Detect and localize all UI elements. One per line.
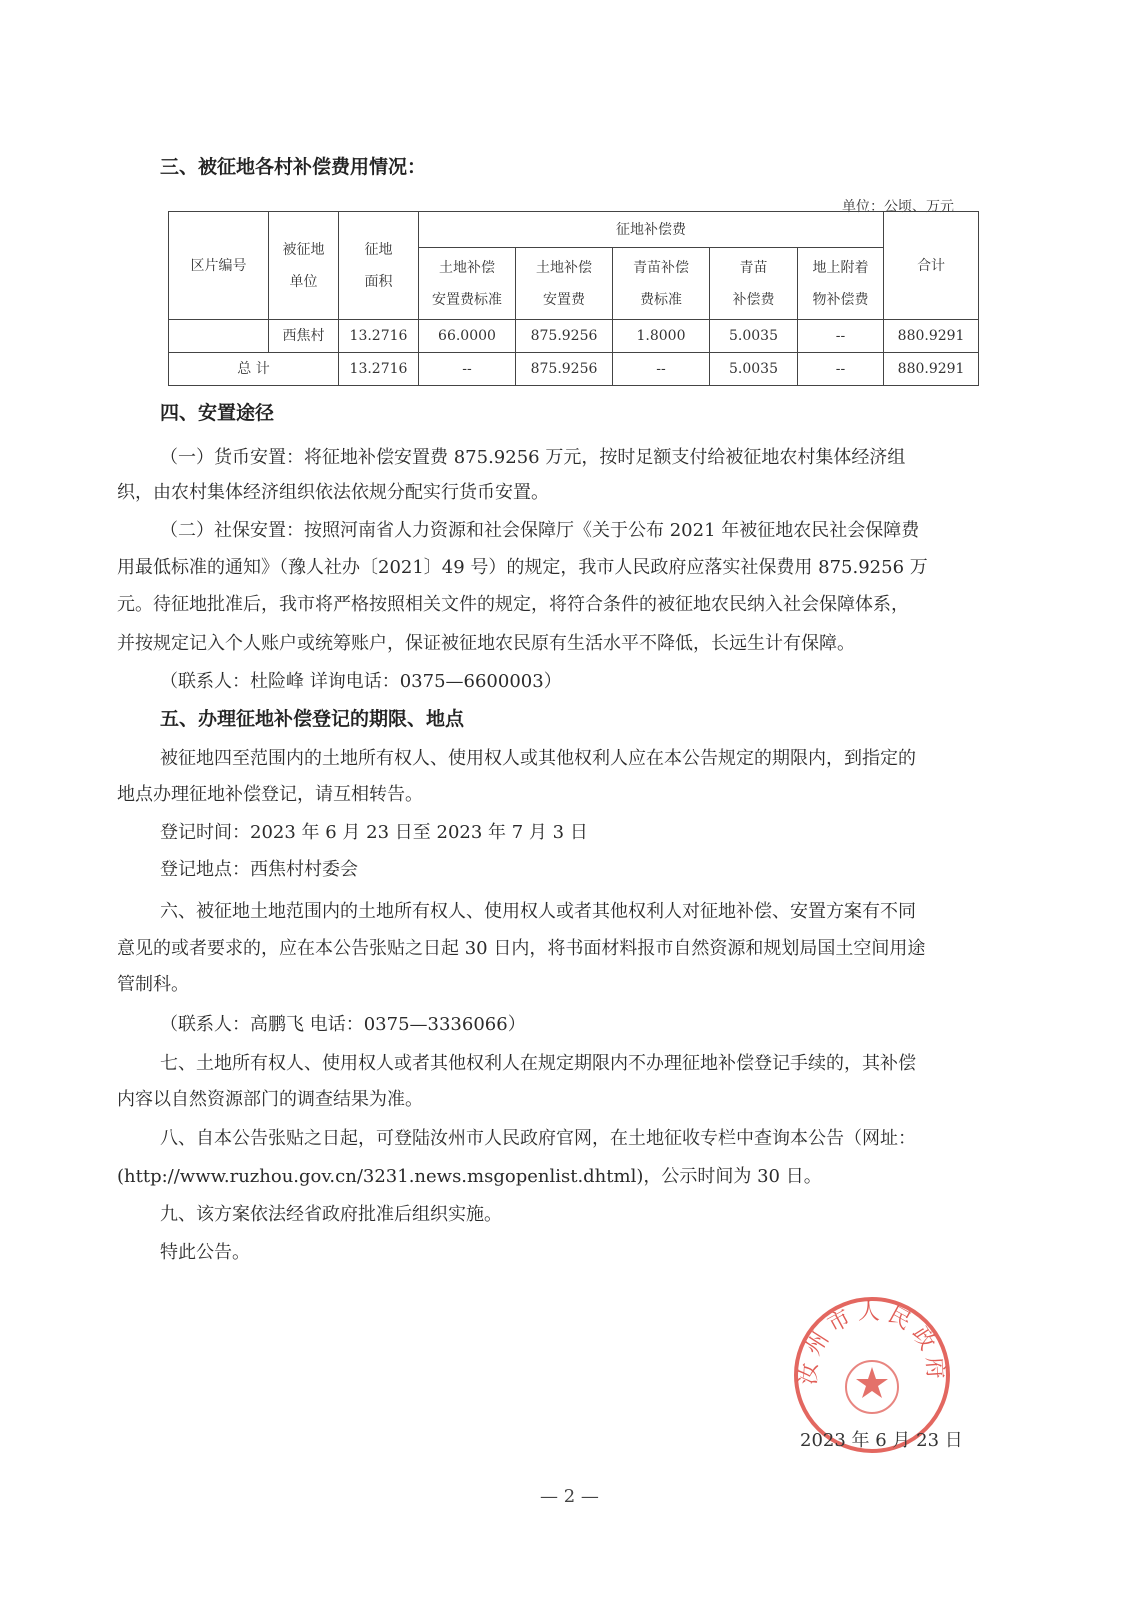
cell-zone xyxy=(169,320,269,353)
unit-note: 单位：公顷、万元 xyxy=(842,199,954,215)
table-row xyxy=(169,320,979,353)
registration-time: 登记时间：2023 年 6 月 23 日至 2023 年 7 月 3 日 xyxy=(160,822,588,843)
document-date: 2023 年 6 月 23 日 xyxy=(800,1430,963,1451)
cell-sum-c2: 875.9256 xyxy=(516,353,613,386)
section-6-contact: （联系人：高鹏飞 电话：0375—3336066） xyxy=(160,1014,526,1035)
cell-sum-c5: -- xyxy=(798,353,884,386)
section-6-line3: 管制科。 xyxy=(117,974,189,995)
section-4-p1-line1: （一）货币安置：将征地补偿安置费 875.9256 万元，按时足额支付给被征地农村集体经济组 xyxy=(160,447,906,468)
section-7-line2: 内容以自然资源部门的调查结果为准。 xyxy=(117,1089,423,1110)
section-7-line1: 七、土地所有权人、使用权人或者其他权利人在规定期限内不办理征地补偿登记手续的，其补偿 xyxy=(160,1053,916,1074)
header-c2: 土地补偿 安置费 xyxy=(516,248,613,320)
cell-area: 13.2716 xyxy=(339,320,419,353)
section-9-line1: 九、该方案依法经省政府批准后组织实施。 xyxy=(160,1204,502,1225)
cell-sum-c1: -- xyxy=(419,353,516,386)
table-total-row xyxy=(169,353,979,386)
page-number: — 2 — xyxy=(540,1486,599,1507)
section-6-line2: 意见的或者要求的，应在本公告张贴之日起 30 日内，将书面材料报市自然资源和规划局国土空间用途 xyxy=(117,938,926,959)
cell-total: 880.9291 xyxy=(884,320,979,353)
header-c1: 土地补偿 安置费标准 xyxy=(419,248,516,320)
cell-c1: 66.0000 xyxy=(419,320,516,353)
cell-sum-area: 13.2716 xyxy=(339,353,419,386)
section-4-p2-line4: 并按规定记入个人账户或统筹账户，保证被征地农民原有生活水平不降低，长远生计有保障。 xyxy=(117,633,855,654)
registration-place: 登记地点：西焦村村委会 xyxy=(160,859,358,880)
header-group: 征地补偿费 xyxy=(419,212,884,248)
section-4-p2-line2: 用最低标准的通知》（豫人社办〔2021〕49 号）的规定，我市人民政府应落实社保费用 875.9256 万 xyxy=(117,557,928,578)
section-4-title: 四、安置途径 xyxy=(160,402,275,424)
section-4-p1-line2: 织，由农村集体经济组织依法依规分配实行货币安置。 xyxy=(117,482,549,503)
section-6-line1: 六、被征地土地范围内的土地所有权人、使用权人或者其他权利人对征地补偿、安置方案有不同 xyxy=(160,901,916,922)
cell-c2: 875.9256 xyxy=(516,320,613,353)
header-zone: 区片编号 xyxy=(169,212,269,320)
closing-text: 特此公告。 xyxy=(160,1242,250,1263)
cell-c4: 5.0035 xyxy=(710,320,798,353)
cell-sum-c4: 5.0035 xyxy=(710,353,798,386)
section-8-line1: 八、自本公告张贴之日起，可登陆汝州市人民政府官网，在土地征收专栏中查询本公告（网址： xyxy=(160,1128,916,1149)
cell-sum-total: 880.9291 xyxy=(884,353,979,386)
header-c5: 地上附着 物补偿费 xyxy=(798,248,884,320)
section-8-line2: (http://www.ruzhou.gov.cn/3231.news.msgopenlist.dhtml)，公示时间为 30 日。 xyxy=(117,1166,822,1187)
section-5-line2: 地点办理征地补偿登记，请互相转告。 xyxy=(117,784,423,805)
cell-c5: -- xyxy=(798,320,884,353)
cell-c3: 1.8000 xyxy=(613,320,710,353)
header-unit: 被征地 单位 xyxy=(269,212,339,320)
section-5-title: 五、办理征地补偿登记的期限、地点 xyxy=(160,708,465,730)
header-area: 征地 面积 xyxy=(339,212,419,320)
header-c3: 青苗补偿 费标准 xyxy=(613,248,710,320)
section-3-title: 三、被征地各村补偿费用情况： xyxy=(160,156,427,178)
cell-sum-label: 总 计 xyxy=(169,353,339,386)
seal-text: 汝州市人民政府 xyxy=(796,1300,948,1386)
compensation-table xyxy=(168,211,979,386)
section-4-p2-line3: 元。待征地批准后，我市将严格按照相关文件的规定，将符合条件的被征地农民纳入社会保障体系， xyxy=(117,594,909,615)
cell-unit: 西焦村 xyxy=(269,320,339,353)
cell-sum-c3: -- xyxy=(613,353,710,386)
header-c4: 青苗 补偿费 xyxy=(710,248,798,320)
section-5-line1: 被征地四至范围内的土地所有权人、使用权人或其他权利人应在本公告规定的期限内，到指定的 xyxy=(160,748,916,769)
table-header-row xyxy=(169,212,979,248)
header-total: 合计 xyxy=(884,212,979,320)
section-4-contact: （联系人：杜险峰 详询电话：0375—6600003） xyxy=(160,671,562,692)
section-4-p2-line1: （二）社保安置：按照河南省人力资源和社会保障厅《关于公布 2021 年被征地农民社会保障费 xyxy=(160,520,920,541)
